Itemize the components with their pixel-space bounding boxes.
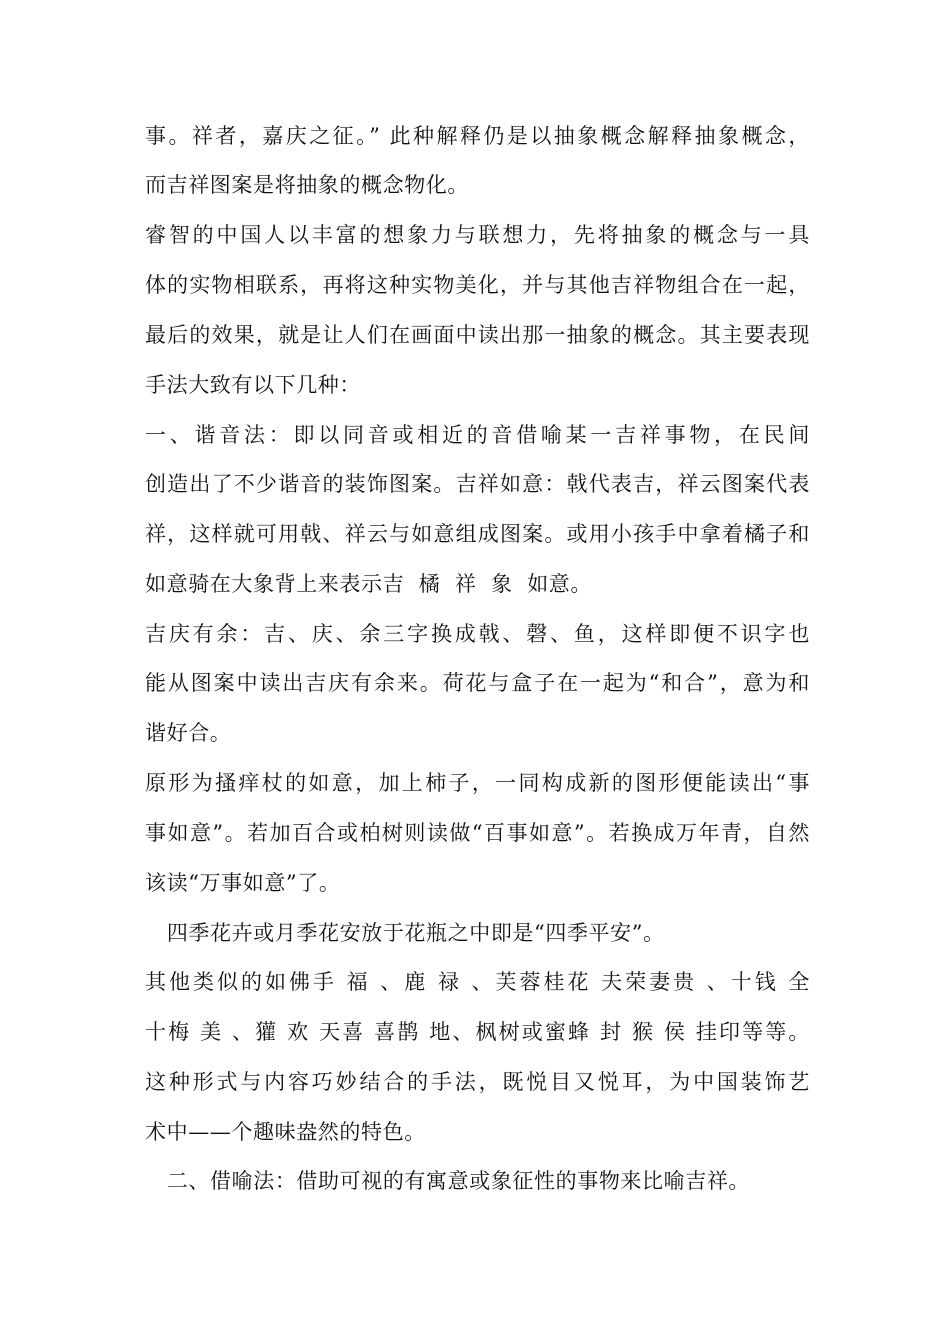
text-line: 睿智的中国人以丰富的想象力与联想力，先将抽象的概念与一具 [145, 223, 810, 247]
text-line: 这种形式与内容巧妙结合的手法，既悦目又悦耳，为中国装饰艺 [145, 1070, 810, 1094]
text-line: 谐好合。 [145, 721, 232, 745]
text-line: 体的实物相联系，再将这种实物美化，并与其他吉祥物组合在一起， [145, 273, 810, 297]
text-line: 创造出了不少谐音的装饰图案。吉祥如意：戟代表吉，祥云图案代表 [145, 472, 810, 496]
text-line: 四季花卉或月季花安放于花瓶之中即是“四季平安”。 [145, 921, 665, 945]
text-line: 术中——个趣味盎然的特色。 [145, 1120, 426, 1144]
text-line: 能从图案中读出吉庆有余来。荷花与盒子在一起为“和合”，意为和 [145, 671, 810, 695]
text-line: 原形为搔痒杖的如意，加上柿子，一同构成新的图形便能读出“事 [145, 771, 810, 795]
text-line: 吉庆有余：吉、庆、余三字换成戟、磬、鱼，这样即便不识字也 [145, 622, 810, 646]
text-line: 二、借喻法：借助可视的有寓意或象征性的事物来比喻吉祥。 [145, 1169, 751, 1193]
text-line: 十梅 美 、獾 欢 天喜 喜鹊 地、枫树或蜜蜂 封 猴 侯 挂印等等。 [145, 1020, 810, 1044]
text-line: 一、谐音法：即以同音或相近的音借喻某一吉祥事物，在民间 [145, 423, 810, 447]
text-line: 最后的效果，就是让人们在画面中读出那一抽象的概念。其主要表现 [145, 323, 810, 347]
text-line: 其他类似的如佛手 福 、鹿 禄 、芙蓉桂花 夫荣妻贵 、十钱 全 [145, 970, 810, 994]
text-line: 而吉祥图案是将抽象的概念物化。 [145, 173, 469, 197]
text-line: 该读“万事如意”了。 [145, 871, 341, 895]
text-line: 祥，这样就可用戟、祥云与如意组成图案。或用小孩手中拿着橘子和 [145, 522, 810, 546]
text-line: 手法大致有以下几种： [145, 373, 361, 397]
text-line: 事。祥者，嘉庆之征。” 此种解释仍是以抽象概念解释抽象概念， [145, 124, 810, 148]
text-line: 事如意”。若加百合或柏树则读做“百事如意”。若换成万年青，自然 [145, 821, 810, 845]
text-line: 如意骑在大象背上来表示吉 橘 祥 象 如意。 [145, 572, 593, 596]
